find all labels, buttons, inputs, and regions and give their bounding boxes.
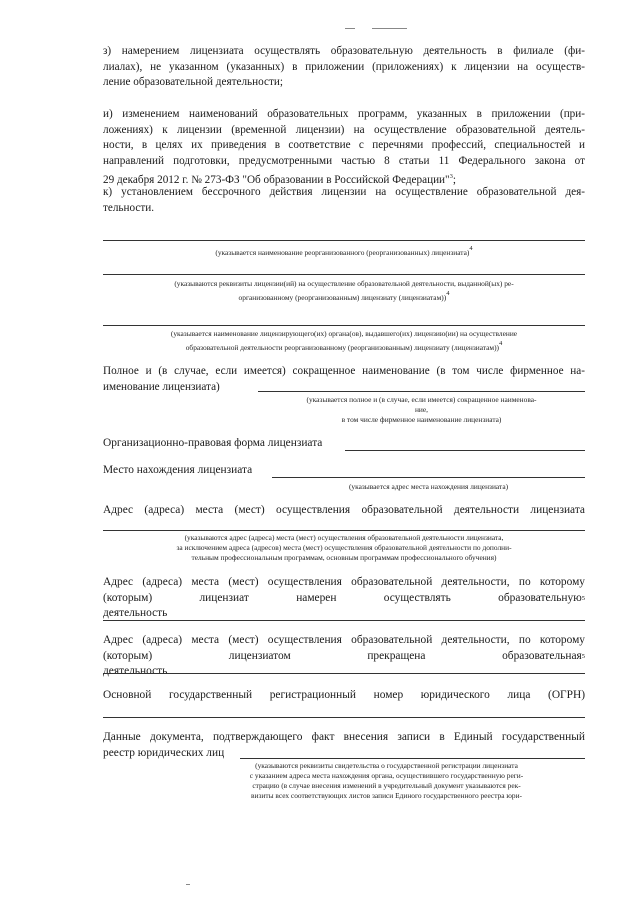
footnote-mark: 4 [499,340,503,347]
footnote-mark: 5 [581,594,585,602]
scan-mark [186,884,190,885]
paragraph-line: направлений подготовки, предусмотренными частью 8 статьи 11 Федерального закона от [103,154,585,167]
egrul-input-line[interactable] [240,758,585,759]
paragraph-z [103,44,585,91]
field-label-line: Полное и (в случае, если имеется) сокращенное наименование (в том числе фирменное на- [103,365,585,377]
full-name-input-line[interactable] [258,391,585,392]
egrul-caption: (указываются реквизиты свидетельства о государственной регистрации лицензиата с указанием адреса места нахождения органа, осуществившего государственную реги- страцию (в случае внесения изменений в учредительный документ указываются рек- визиты всех соответствующих листов записи Единого государственного реестра юри- [249,761,524,800]
ceased-address-input-line[interactable] [103,673,585,674]
activity-address-caption: (указываются адрес (адреса) места (мест) осуществления образовательной деятельности лицензиата, за исключением адреса (адресов) места (мест) осуществления образовательной деятельности по дополни- тельным профессиональным программам, основным программам профессионального обучения) [176,533,512,562]
paragraph-i [103,107,585,189]
license-details-caption: (указываются реквизиты лицензии(ий) на осуществление образовательной деятельности, выданной(ых) ре- организованному (реорганизованным) лицензиату (лицензиатам))$^4$ [174,279,514,302]
org-form-input-line[interactable] [345,450,585,451]
field-label-line: (которым) лицензиатом прекращена образовательная деятельность 5 [103,649,585,680]
footnote-mark: 4 [446,290,450,297]
paragraph-line: ложениях) к лицензии (временной лицензии) на осуществление образовательной деятель- [103,123,585,136]
field-label-line: Данные документа, подтверждающего факт внесения записи в Единый государственный [103,731,585,743]
licensing-body-line[interactable] [103,325,585,326]
egrul-label [103,730,585,761]
intends-address-label [103,575,585,622]
paragraph-end: ; [452,174,456,186]
scan-mark [345,28,355,29]
paragraph-line: ление образовательной деятельности; [103,76,283,88]
paragraph-line: ности, в целях их приведения в соответствие с перечнями профессий, специальностей и [103,139,585,151]
ogrn-input-line[interactable] [103,717,585,718]
org-form-label: Организационно-правовая форма лицензиата [103,437,323,449]
paragraph-line: и) изменением наименований образовательных программ, указанных в приложении (при- [103,108,585,120]
footnote-mark: 5 [581,652,585,660]
paragraph-k [103,185,585,216]
paragraph-line: тельности. [103,201,155,214]
activity-address-label: Адрес (адреса) места (мест) осуществления образовательной деятельности лицензиата [103,504,585,516]
license-details-line[interactable] [103,274,585,275]
reorg-name-line[interactable] [103,240,585,241]
paragraph-line: з) намерением лицензиата осуществлять образовательную деятельность в филиале (фи- [103,45,585,57]
field-label-line: реестр юридических лиц [103,746,225,759]
licensing-body-caption: (указывается наименование лицензирующего(их) органа(ов), выдавшего(их) лицензию(ии) на осуществление образовательной деятельности реорганизованному (реорганизованным) лицензиату (лицензиатам))$^4$ [170,329,518,352]
field-label-line: (которым) лицензиат намерен осуществлять образовательную деятельность 5 [103,591,585,622]
ogrn-label: Основной государственный регистрационный номер юридического лица (ОГРН) [103,689,585,701]
full-name-caption: (указывается полное и (в случае, если имеется) сокращенное наименова- ние, в том числе фирменное наименование лицензиата) [306,395,537,424]
scan-mark [372,28,407,29]
paragraph-line: к) установлением бессрочного действия лицензии на осуществление образовательной дея- [103,186,585,198]
location-caption: (указывается адрес места нахождения лицензиата) [348,482,509,491]
field-label-line: именование лицензиата) [103,380,220,393]
reorg-name-caption: (указывается наименование реорганизованного (реорганизованных) лицензиата)$^4$ [215,245,473,257]
field-label-line: Адрес (адреса) места (мест) осуществления образовательной деятельности, по которому [103,576,585,588]
paragraph-line: лиалах), не указанном (указанных) в приложении (приложениях) к лицензии на осуществ- [103,60,585,73]
intends-address-input-line[interactable] [103,620,585,621]
location-label: Место нахождения лицензиата [103,464,253,476]
footnote-mark: 3 [449,173,453,180]
location-input-line[interactable] [272,477,585,478]
field-label-line: Адрес (адреса) места (мест) осуществления образовательной деятельности, по которому [103,634,585,646]
footnote-mark: 4 [469,245,473,252]
activity-address-input-line[interactable] [103,530,585,531]
paragraph-line-text: 29 декабря 2012 г. № 273-ФЗ "Об образовании в Российской Федерации" [103,174,450,186]
